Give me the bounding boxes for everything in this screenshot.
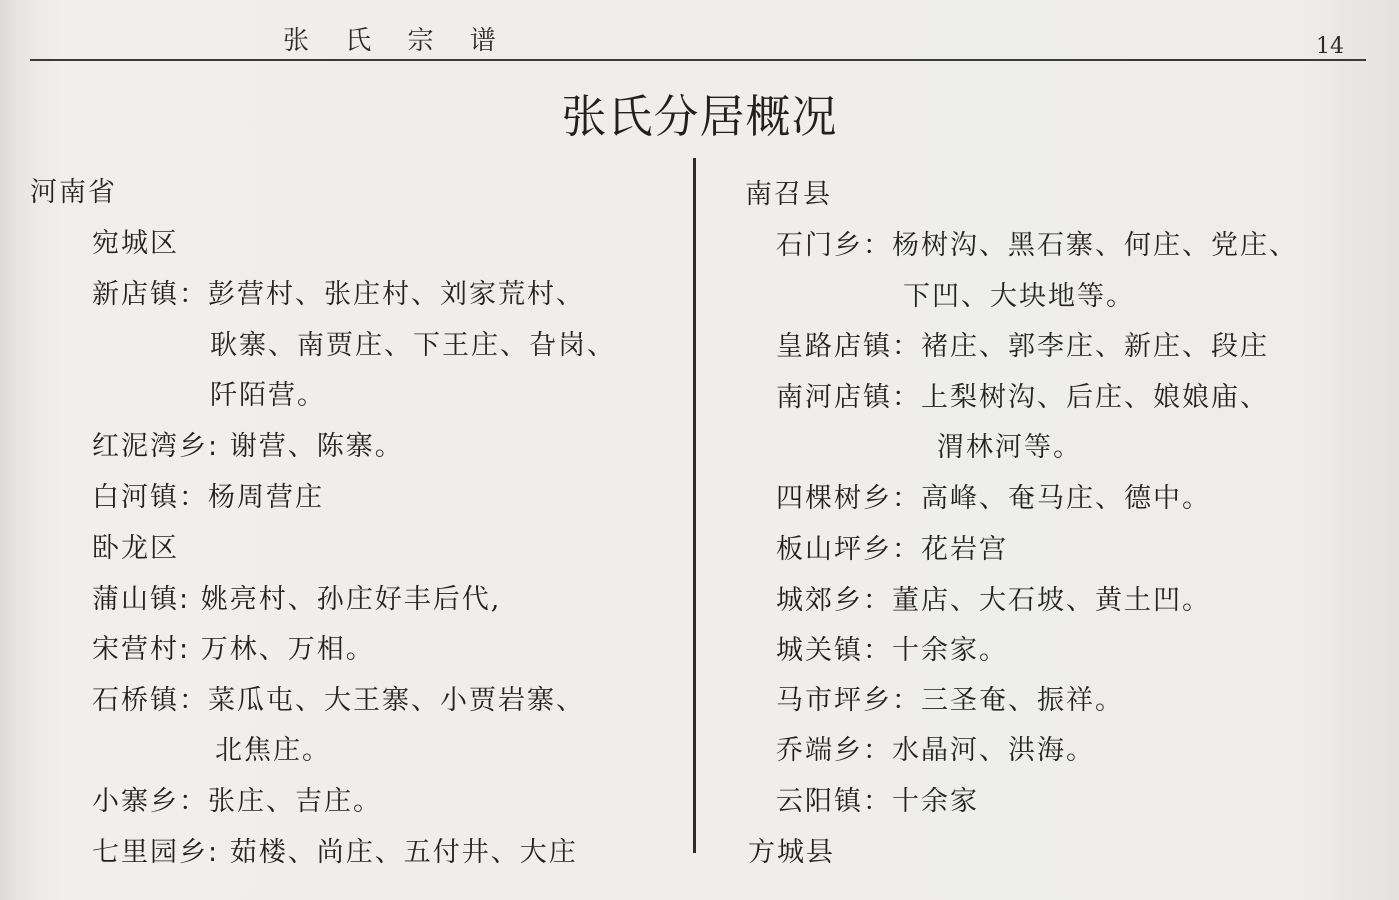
province-heading: 河南省 — [30, 177, 117, 208]
entry-label: 云阳镇： — [776, 786, 892, 817]
page-number: 14 — [1316, 34, 1344, 59]
entry-places: 姚亮村、孙庄好丰后代, — [200, 584, 502, 615]
entry-label: 马市坪乡： — [776, 685, 921, 716]
entry-label: 七里园乡: — [92, 837, 220, 868]
entry-label: 小寨乡： — [92, 786, 208, 817]
entry-places: 万林、万相。 — [200, 634, 375, 665]
entry-label: 蒲山镇: — [92, 584, 191, 615]
page-title: 张氏分居概况 — [561, 90, 838, 143]
entry-label: 城郊乡： — [776, 585, 892, 616]
entry-continuation: 阡陌营。 — [210, 380, 326, 411]
entry-label: 板山坪乡： — [776, 534, 921, 565]
entry-xindian — [92, 277, 585, 313]
district-heading-wancheng: 宛城区 — [92, 228, 179, 259]
entry-continuation: 渭林河等。 — [937, 432, 1082, 463]
entry-qiliyuan — [92, 835, 578, 871]
entry-banshanping — [776, 532, 1008, 568]
county-heading-nanzhao: 南召县 — [745, 179, 832, 210]
column-divider — [693, 158, 696, 853]
entry-label: 石门乡： — [776, 230, 892, 261]
entry-nanhedian — [776, 380, 1269, 416]
entry-songying — [92, 632, 375, 668]
entry-places: 菜瓜屯、大王寨、小贾岩寨、 — [208, 685, 585, 716]
entry-shiqiao — [92, 683, 585, 719]
entry-continuation: 北焦庄。 — [215, 735, 331, 766]
entry-xiaozhai — [92, 784, 382, 820]
entry-label: 红泥湾乡: — [92, 431, 220, 462]
entry-places: 水晶河、洪海。 — [892, 735, 1095, 766]
entry-chengjiao — [776, 583, 1211, 619]
entry-places: 茹楼、尚庄、五付井、大庄 — [229, 837, 578, 868]
entry-label: 皇路店镇： — [776, 331, 921, 362]
entry-sikeshu — [776, 481, 1211, 517]
entry-label: 城关镇： — [776, 635, 892, 666]
entry-hongniwan — [92, 429, 404, 465]
entry-places: 褚庄、郭李庄、新庄、段庄 — [921, 331, 1269, 362]
entry-pushan — [92, 582, 501, 618]
entry-places: 杨周营庄 — [208, 482, 324, 513]
header-rule — [30, 59, 1366, 61]
entry-label: 乔端乡： — [776, 735, 892, 766]
entry-shimen — [776, 228, 1298, 264]
entry-places: 彭营村、张庄村、刘家荒村、 — [208, 279, 585, 310]
entry-places: 高峰、奄马庄、德中。 — [921, 483, 1211, 514]
entry-yunyang — [776, 784, 979, 820]
entry-label: 新店镇： — [92, 279, 208, 310]
entry-continuation: 耿寨、南贾庄、下王庄、旮岗、 — [210, 330, 616, 361]
entry-places: 董店、大石坡、黄土凹。 — [892, 585, 1211, 616]
entry-label: 宋营村: — [92, 634, 191, 665]
entry-places: 张庄、吉庄。 — [208, 786, 382, 817]
book-title: 张 氏 宗 谱 — [283, 26, 510, 56]
entry-continuation: 下凹、大块地等。 — [903, 281, 1135, 312]
entry-places: 十余家。 — [892, 635, 1008, 666]
entry-mashiping — [776, 683, 1124, 719]
entry-label: 白河镇： — [92, 482, 208, 513]
entry-places: 花岩宫 — [921, 534, 1008, 565]
entry-places: 谢营、陈寨。 — [229, 431, 404, 462]
entry-places: 杨树沟、黑石寨、何庄、党庄、 — [892, 230, 1298, 261]
entry-huangludian — [776, 329, 1269, 365]
entry-qiaoduan — [776, 733, 1095, 769]
entry-baihe — [92, 480, 324, 516]
entry-places: 三圣奄、振祥。 — [921, 685, 1124, 716]
entry-label: 四棵树乡： — [776, 483, 921, 514]
entry-places: 上梨树沟、后庄、娘娘庙、 — [921, 382, 1269, 413]
entry-places: 十余家 — [892, 786, 979, 817]
entry-label: 石桥镇： — [92, 685, 208, 716]
county-heading-fangcheng: 方城县 — [748, 837, 835, 868]
entry-label: 南河店镇： — [776, 382, 921, 413]
entry-chengguan — [776, 633, 1008, 669]
district-heading-wolong: 卧龙区 — [92, 533, 179, 564]
